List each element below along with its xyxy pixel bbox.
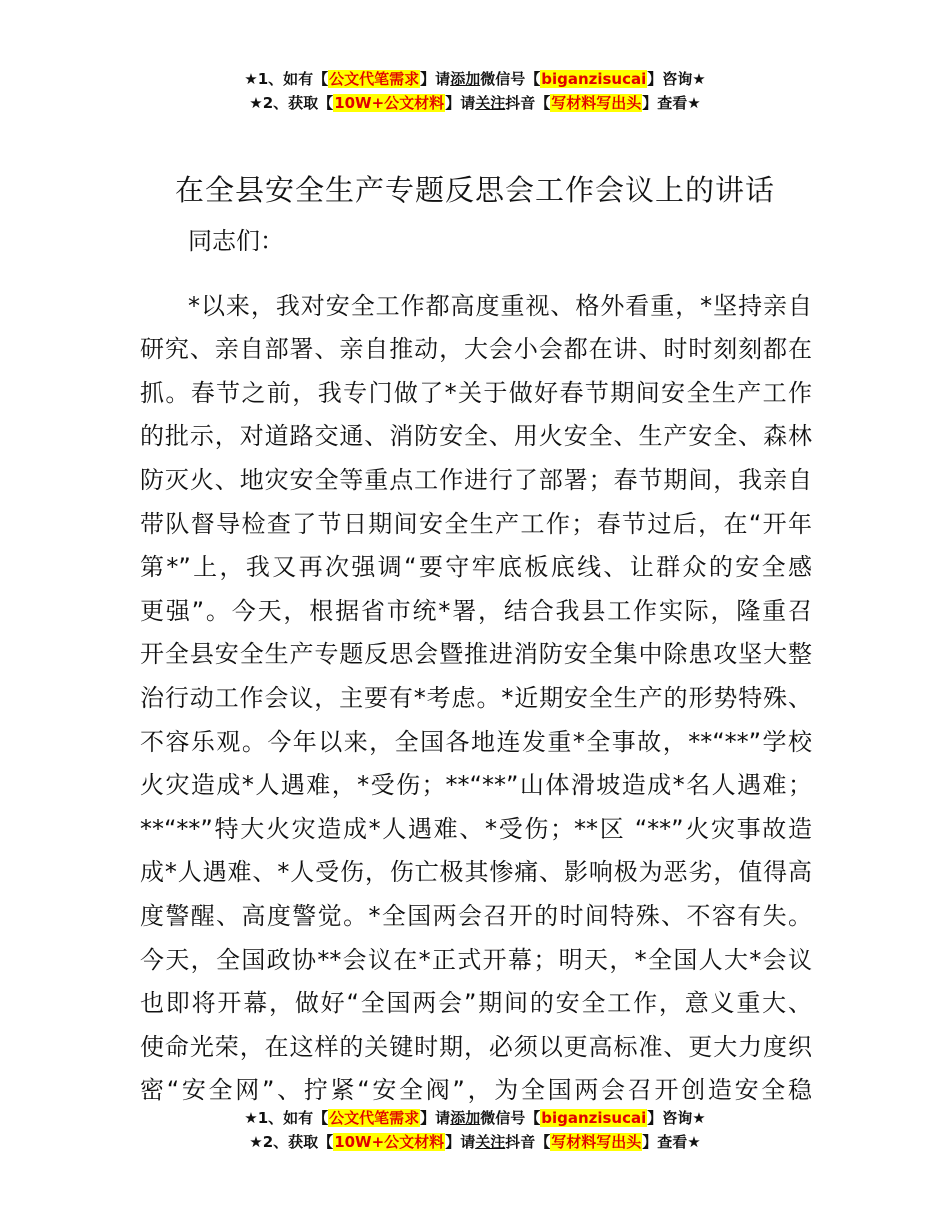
banner-text: 】查看★: [642, 94, 701, 112]
paragraph-line: 开全县安全生产专题反思会暨推进消防安全集中除患攻坚大整: [140, 640, 812, 669]
banner-highlight: 公文代笔需求: [329, 70, 420, 88]
banner-text: 】咨询★: [647, 1109, 706, 1127]
banner-text: 微信号【: [480, 70, 541, 88]
paragraph-line: 研究、亲自部署、亲自推动，大会小会都在讲、时时刻刻都在: [140, 335, 812, 364]
document-body: [140, 220, 812, 1113]
header-banner-line-2: [0, 91, 950, 115]
paragraph-line: 治行动工作会议，主要有*考虑。*近期安全生产的形势特殊、: [140, 683, 812, 712]
header-banner: [0, 67, 950, 115]
paragraph-line: 抓。春节之前，我专门做了*关于做好春节期间安全生产工作: [140, 378, 812, 407]
paragraph-line: *以来，我对安全工作都高度重视、格外看重，*坚持亲自: [188, 291, 812, 320]
banner-text: 】请: [445, 94, 476, 112]
banner-underline: 关注: [475, 1133, 506, 1151]
paragraph-line: 防灭火、地灾安全等重点工作进行了部署；春节期间，我亲自: [140, 465, 812, 494]
banner-highlight: biganzisucai: [541, 1109, 647, 1127]
banner-text: ★1、如有【: [244, 1109, 329, 1127]
banner-text: 抖音【: [505, 94, 551, 112]
banner-text: 】请: [420, 70, 451, 88]
paragraph-line: 的批示，对道路交通、消防安全、用火安全、生产安全、森林: [140, 422, 812, 451]
paragraph-line: **“**”特大火灾造成*人遇难、*受伤；**区 “**”火灾事故造: [140, 814, 812, 843]
footer-banner-line-1: [0, 1106, 950, 1130]
paragraph-line: 更强”。今天，根据省市统*署，结合我县工作实际，隆重召: [140, 596, 812, 625]
paragraph-line: 火灾造成*人遇难，*受伤；**“**”山体滑坡造成*名人遇难；: [140, 771, 812, 800]
banner-text: ★2、获取【: [249, 1133, 334, 1151]
footer-banner-line-2: [0, 1130, 950, 1154]
banner-highlight: 10W+公文材料: [334, 94, 445, 112]
paragraph-line: 不容乐观。今年以来，全国各地连发重*全事故，**“**”学校: [140, 727, 812, 756]
footer-banner: [0, 1106, 950, 1154]
banner-text: 微信号【: [480, 1109, 541, 1127]
paragraph-line: 今天，全国政协**会议在*正式开幕；明天，*全国人大*会议: [140, 945, 812, 974]
banner-text: ★2、获取【: [249, 94, 334, 112]
paragraph-line: 第*”上，我又再次强调“要守牢底板底线、让群众的安全感: [140, 553, 812, 582]
banner-text: 】查看★: [642, 1133, 701, 1151]
document-title: 在全县安全生产专题反思会工作会议上的讲话: [174, 173, 775, 207]
paragraph-line: 也即将开幕，做好“全国两会”期间的安全工作，意义重大、: [140, 989, 812, 1018]
banner-highlight: biganzisucai: [541, 70, 647, 88]
banner-highlight: 写材料写出头: [551, 1133, 642, 1151]
banner-text: ★1、如有【: [244, 70, 329, 88]
banner-underline: 添加: [450, 70, 481, 88]
banner-highlight: 10W+公文材料: [334, 1133, 445, 1151]
banner-text: 抖音【: [505, 1133, 551, 1151]
paragraph: [140, 285, 812, 1113]
paragraph-line: 度警醒、高度警觉。*全国两会召开的时间特殊、不容有失。: [140, 901, 812, 930]
paragraph-line: 成*人遇难、*人受伤，伤亡极其惨痛、影响极为恶劣，值得高: [140, 858, 812, 887]
banner-highlight: 写材料写出头: [551, 94, 642, 112]
banner-underline: 关注: [475, 94, 506, 112]
paragraph-line: 使命光荣，在这样的关键时期，必须以更高标准、更大力度织: [140, 1032, 812, 1061]
banner-underline: 添加: [450, 1109, 481, 1127]
paragraph-line: 带队督导检查了节日期间安全生产工作；春节过后，在“开年: [140, 509, 812, 538]
header-banner-line-1: [0, 67, 950, 91]
paragraph-line: 密“安全网”、拧紧“安全阀”，为全国两会召开创造安全稳: [140, 1076, 812, 1105]
banner-highlight: 公文代笔需求: [329, 1109, 420, 1127]
banner-text: 】请: [420, 1109, 451, 1127]
salutation: 同志们：: [188, 227, 284, 255]
banner-text: 】请: [445, 1133, 476, 1151]
banner-text: 】咨询★: [647, 70, 706, 88]
